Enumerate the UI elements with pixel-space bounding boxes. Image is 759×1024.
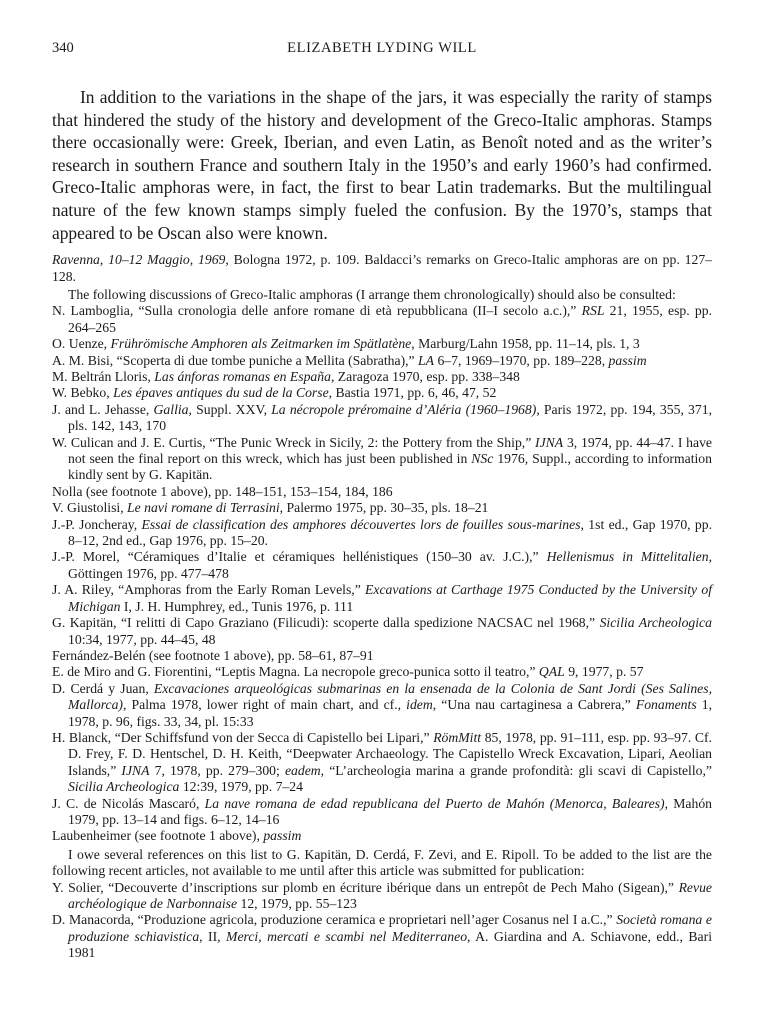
reference-list	[52, 303, 712, 844]
reference-entry: A. M. Bisi, “Scoperta di due tombe puniche a Mellita (Sabratha),” LA 6–7, 1969–1970, pp. 189–228, passim	[52, 352, 647, 368]
reference-entry: W. Bebko, Les épaves antiques du sud de la Corse, Bastia 1971, pp. 6, 46, 47, 52	[52, 385, 497, 401]
footnote-continuation: Ravenna, 10–12 Maggio, 1969, Bologna 1972, p. 109. Baldacci’s remarks on Greco-Italic amphoras are on pp. 127–128.	[52, 252, 713, 284]
reference-entry: N. Lamboglia, “Sulla cronologia delle anfore romane di età repubblicana (II–I secolo a.c.),” RSL 21, 1955, esp. pp. 264–265	[52, 303, 712, 335]
running-head: ELIZABETH LYDING WILL	[287, 40, 477, 56]
reference-entry: D. Cerdá y Juan, Excavaciones arqueológicas submarinas en la ensenada de la Colonia de Sant Jordi (Ses Salines, Mallorca), Palma 1978, lower right of main chart, and cf., idem, “Una nau cartaginesa a Cabrera,” Fonaments 1, 1978, p. 96, figs. 33, 34, pl. 15:33	[52, 680, 713, 729]
footnote-acknowledgement: I owe several references on this list to G. Kapitän, D. Cerdá, F. Zevi, and E. Ripoll. To be added to the list are the following recent articles, not available to me until after this article was submitted for publication:	[52, 846, 712, 879]
reference-entry: Fernández-Belén (see footnote 1 above), pp. 58–61, 87–91	[52, 647, 374, 663]
reference-entry: H. Blanck, “Der Schiffsfund von der Secca di Capistello bei Lipari,” RömMitt 85, 1978, pp. 91–111, esp. pp. 93–97. Cf. D. Frey, F. D. Hentschel, D. H. Keith, “Deepwater Archaeology. The Capistello Wreck Excavation, Lipari, Aeolian Islands,” IJNA 7, 1978, pp. 279–300; eadem, “L’archeologia marina a grande profondità: gli scavi di Capistello,” Sicilia Archeologica 12:39, 1979, pp. 7–24	[52, 729, 712, 795]
page-header	[52, 40, 712, 64]
reference-entry: V. Giustolisi, Le navi romane di Terrasini, Palermo 1975, pp. 30–35, pls. 18–21	[52, 500, 489, 516]
reference-entry: G. Kapitän, “I relitti di Capo Graziano (Filicudi): scoperte dalla spedizione NACSAC nel 1968,” Sicilia Archeologica 10:34, 1977, pp. 44–45, 48	[52, 615, 712, 647]
reference-entry: Y. Solier, “Decouverte d’inscriptions sur plomb en écriture ibérique dans un entrepôt de Pech Maho (Sigean),” Revue archéologique de Narbonnaise 12, 1979, pp. 55–123	[52, 879, 712, 911]
page	[52, 40, 712, 962]
body-paragraph: In addition to the variations in the shape of the jars, it was especially the rarity of stamps that hindered the study of the history and development of the Greco-Italic amphoras. Stamps there occasionally were: Greek, Iberian, and even Latin, as Benoît noted and as the writer’s research in southern France and southern Italy in the 1950’s and early 1960’s had confirmed. Greco-Italic amphoras were, in fact, the first to bear Latin trademarks. But the multilingual nature of the few known stamps simply fueled the confusion. By the 1970’s, stamps that appeared to be Oscan also were known.	[52, 87, 712, 243]
reference-entry: J. and L. Jehasse, Gallia, Suppl. XXV, La nécropole préromaine d’Aléria (1960–1968), Paris 1972, pp. 194, 355, 371, pls. 142, 143, 170	[52, 401, 713, 434]
reference-entry: W. Culican and J. E. Curtis, “The Punic Wreck in Sicily, 2: the Pottery from the Ship,” IJNA 3, 1974, pp. 44–47. I have not seen the final report on this wreck, which has just been published in NSc 1976, Suppl., according to information kindly sent by G. Kapitän.	[52, 434, 712, 483]
footnotes	[52, 252, 712, 961]
reference-entry: D. Manacorda, “Produzione agricola, produzione ceramica e proprietari nell’ager Cosanus nel I a.C.,” Società romana e produzione schiavistica, II, Merci, mercati e scambi nel Mediterraneo, A. Giardina and A. Schiavone, edd., Bari 1981	[52, 912, 712, 961]
page-number: 340	[52, 40, 74, 56]
reference-entry: O. Uenze, Frührömische Amphoren als Zeitmarken im Spätlatène, Marburg/Lahn 1958, pp. 11–14, pls. 1, 3	[52, 336, 640, 352]
reference-entry: J.-P. Morel, “Céramiques d’Italie et céramiques hellénistiques (150–30 av. J.C.),” Hellenismus in Mittelitalien, Göttingen 1976, pp. 477–478	[52, 549, 712, 581]
reference-entry: Nolla (see footnote 1 above), pp. 148–151, 153–154, 184, 186	[52, 483, 393, 499]
footnote-intro: The following discussions of Greco-Italic amphoras (I arrange them chronologically) should also be consulted:	[68, 286, 676, 302]
reference-entry: J.-P. Joncheray, Essai de classification des amphores découvertes lors de fouilles sous-marines, 1st ed., Gap 1970, pp. 8–12, 2nd ed., Gap 1976, pp. 15–20.	[52, 516, 713, 549]
reference-entry: M. Beltrán Lloris, Las ánforas romanas en España, Zaragoza 1970, esp. pp. 338–348	[52, 369, 520, 384]
reference-entry: E. de Miro and G. Fiorentini, “Leptis Magna. La necropole greco-punica sotto il teatro,” QAL 9, 1977, p. 57	[52, 664, 644, 680]
reference-entry: J. A. Riley, “Amphoras from the Early Roman Levels,” Excavations at Carthage 1975 Conducted by the University of Michigan I, J. H. Humphrey, ed., Tunis 1976, p. 111	[52, 582, 712, 614]
reference-entry: J. C. de Nicolás Mascaró, La nave romana de edad republicana del Puerto de Mahón (Menorca, Baleares), Mahón 1979, pp. 13–14 and figs. 6–12, 14–16	[52, 795, 713, 827]
reference-entry: Laubenheimer (see footnote 1 above), passim	[52, 828, 302, 844]
additional-reference-list	[52, 880, 712, 962]
